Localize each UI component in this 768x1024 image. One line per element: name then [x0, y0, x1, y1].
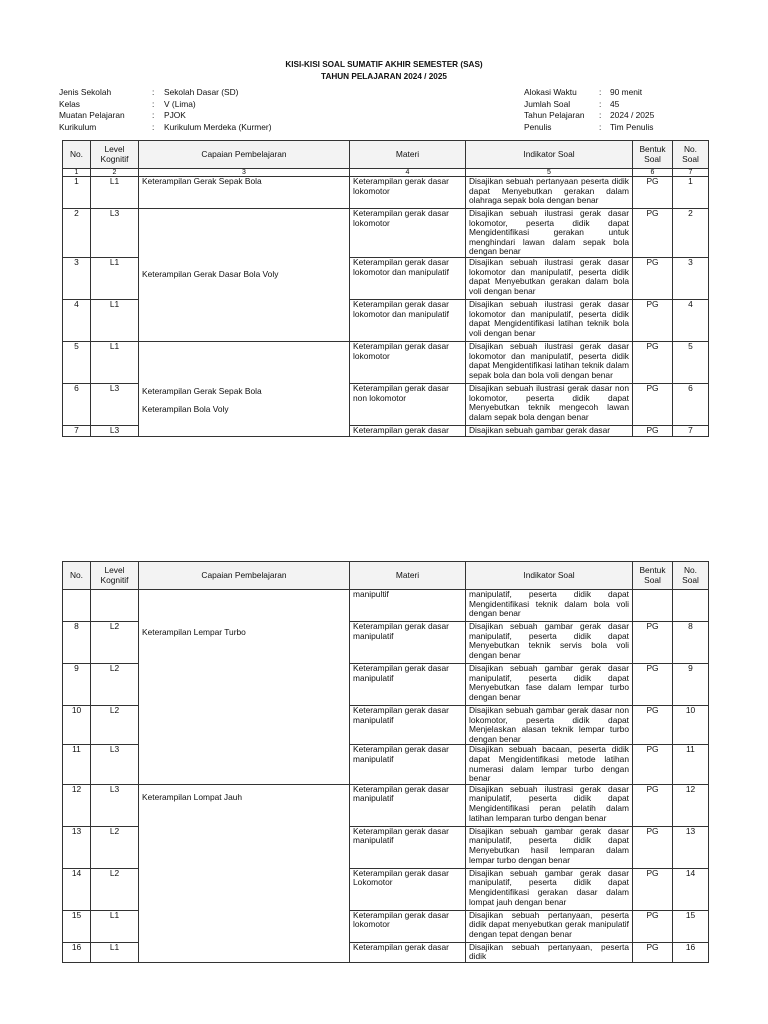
column-number: 3 [139, 169, 350, 177]
header-level-line1: Level [104, 143, 125, 154]
row-level: L2 [91, 826, 139, 868]
header-no: No. [63, 141, 91, 169]
row-bentuk: PG [633, 784, 673, 826]
info-value: Tim Penulis [610, 121, 654, 132]
header-nosoal-line2: Soal [682, 153, 699, 164]
row-level: L3 [91, 383, 139, 425]
row-bentuk: PG [633, 209, 673, 258]
row-nosoal: 14 [673, 868, 709, 910]
row-indikator: Disajikan sebuah ilustrasi gerak dasar manipulatif, peserta didik dapat Mengidentifikasi peran pelatih dalam latihan lemparan turbo dengan benar [466, 784, 633, 826]
info-value: 45 [610, 98, 620, 109]
row-indikator: Disajikan sebuah ilustrasi gerak dasar lokomotor, peserta didik dapat Mengidentifikasi gerakan untuk menghindari lawan dalam sepak bola dengan benar [466, 209, 633, 258]
row-bentuk: PG [633, 299, 673, 341]
header-indikator: Indikator Soal [466, 141, 633, 169]
row-level [91, 590, 139, 622]
row-indikator: Disajikan sebuah ilustrasi gerak dasar lokomotor dan manipulatif, peserta didik dapat Mengidentifikasi latihan teknik bola voli dengan benar [466, 299, 633, 341]
info-separator: : [152, 98, 155, 109]
info-value: PJOK [164, 110, 186, 121]
row-indikator: Disajikan sebuah gambar gerak dasar manipulatif, peserta didik dapat Menyebutkan fase dalam lempar turbo dengan benar [466, 664, 633, 706]
header-bentuk-line2: Soal [644, 574, 661, 585]
row-bentuk: PG [633, 341, 673, 383]
info-separator: : [599, 98, 602, 109]
header-materi: Materi [350, 141, 466, 169]
header-nosoal-line1: No. [683, 143, 698, 154]
header-nosoal [673, 141, 709, 169]
header-bentuk [633, 562, 673, 590]
header-capaian: Capaian Pembelajaran [139, 562, 350, 590]
row-no: 2 [63, 209, 91, 258]
row-level: L3 [91, 784, 139, 826]
title-line-2: TAHUN PELAJARAN 2024 / 2025 [321, 72, 447, 81]
info-row [524, 87, 654, 99]
row-nosoal: 7 [673, 425, 709, 436]
info-label: Kurikulum [59, 121, 97, 132]
row-indikator: Disajikan sebuah gambar gerak dasar manipulatif, peserta didik dapat Menyebutkan teknik servis bola voli dengan benar [466, 622, 633, 664]
row-nosoal: 12 [673, 784, 709, 826]
row-level: L3 [91, 425, 139, 436]
info-label: Penulis [524, 121, 552, 132]
row-nosoal [673, 590, 709, 622]
row-materi: Keterampilan gerak dasar lokomotor [350, 341, 466, 383]
row-bentuk: PG [633, 664, 673, 706]
continued-row [63, 590, 709, 622]
row-level: L3 [91, 745, 139, 784]
row-nosoal: 15 [673, 910, 709, 942]
row-bentuk: PG [633, 622, 673, 664]
row-materi: Keterampilan gerak dasar manipulatif [350, 622, 466, 664]
row-level: L1 [91, 177, 139, 209]
info-separator: : [152, 121, 155, 132]
exam-info [524, 87, 654, 133]
info-row [59, 110, 272, 122]
row-nosoal: 6 [673, 383, 709, 425]
row-materi: Keterampilan gerak dasar [350, 942, 466, 962]
row-indikator: Disajikan sebuah ilustrasi gerak dasar non lokomotor, peserta didik dapat Menyebutkan teknik mengecoh lawan dalam sepak bola dengan benar [466, 383, 633, 425]
row-no: 8 [63, 622, 91, 664]
info-label: Jenis Sekolah [59, 87, 112, 97]
row-materi: Keterampilan gerak dasar manipulatif [350, 745, 466, 784]
table-header-row [63, 141, 709, 169]
title-line-1: KISI-KISI SOAL SUMATIF AKHIR SEMESTER (SAS) [285, 60, 483, 69]
row-nosoal: 16 [673, 942, 709, 962]
row-level: L3 [91, 209, 139, 258]
row-materi: Keterampilan gerak dasar lokomotor dan manipulatif [350, 299, 466, 341]
row-nosoal: 5 [673, 341, 709, 383]
row-bentuk: PG [633, 910, 673, 942]
capaian-cell: Keterampilan Gerak Dasar Bola Voly [139, 209, 350, 342]
school-info [59, 87, 272, 133]
column-number: 1 [63, 169, 91, 177]
row-indikator: Disajikan sebuah pertanyaan peserta didik dapat Menyebutkan gerakan dalam olahraga sepak bola dengan benar [466, 177, 633, 209]
row-materi: Keterampilan gerak dasar lokomotor [350, 209, 466, 258]
column-number: 6 [633, 169, 673, 177]
row-indikator: Disajikan sebuah pertanyaan, peserta didik dapat menyebutkan gerak manipulatif dengan tepat dengan benar [466, 910, 633, 942]
row-no: 9 [63, 664, 91, 706]
row-nosoal: 13 [673, 826, 709, 868]
row-nosoal: 10 [673, 706, 709, 745]
row-no: 6 [63, 383, 91, 425]
row-bentuk: PG [633, 257, 673, 299]
capaian-cell: Keterampilan Lempar Turbo [139, 590, 350, 785]
table-row [63, 784, 709, 826]
table-row [63, 177, 709, 209]
header-level-line2: Kognitif [100, 153, 129, 164]
header-level [91, 562, 139, 590]
header-bentuk-line2: Soal [644, 153, 661, 164]
info-value: V (Lima) [164, 98, 196, 109]
row-bentuk: PG [633, 942, 673, 962]
info-label: Muatan Pelajaran [59, 110, 125, 121]
info-row [59, 87, 272, 99]
header-capaian: Capaian Pembelajaran [139, 141, 350, 169]
row-indikator: Disajikan sebuah gambar gerak dasar [466, 425, 633, 436]
row-bentuk: PG [633, 425, 673, 436]
row-indikator: Disajikan sebuah pertanyaan, peserta didik [466, 942, 633, 962]
row-no: 14 [63, 868, 91, 910]
header-nosoal [673, 562, 709, 590]
row-materi: Keterampilan gerak dasar manipulatif [350, 784, 466, 826]
row-level: L2 [91, 706, 139, 745]
row-materi: Keterampilan gerak dasar lokomotor [350, 177, 466, 209]
row-level: L2 [91, 664, 139, 706]
info-label: Tahun Pelajaran [524, 110, 585, 121]
header-bentuk-line1: Bentuk [639, 564, 666, 575]
row-nosoal: 1 [673, 177, 709, 209]
row-no: 5 [63, 341, 91, 383]
info-label: Kelas [59, 98, 80, 109]
row-bentuk: PG [633, 177, 673, 209]
row-no: 3 [63, 257, 91, 299]
capaian-text: Keterampilan Bola Voly [142, 403, 229, 414]
row-no: 4 [63, 299, 91, 341]
row-no: 11 [63, 745, 91, 784]
row-nosoal: 2 [673, 209, 709, 258]
row-no: 10 [63, 706, 91, 745]
row-indikator: Disajikan sebuah bacaan, peserta didik dapat Mengidentifikasi metode latihan numerasi dalam lempar turbo dengan benar [466, 745, 633, 784]
row-bentuk: PG [633, 706, 673, 745]
info-separator: : [599, 121, 602, 132]
header-level [91, 141, 139, 169]
capaian-cell: Keterampilan Lompat Jauh [139, 784, 350, 962]
row-no: 12 [63, 784, 91, 826]
kisi-kisi-table-2 [62, 561, 709, 963]
info-value: Kurikulum Merdeka (Kurmer) [164, 121, 272, 132]
row-level: L2 [91, 868, 139, 910]
column-number-row [63, 169, 709, 177]
row-indikator: Disajikan sebuah ilustrasi gerak dasar lokomotor dan manipulatif, peserta didik dapat Menyebutkan gerakan dalam bola voli dengan benar [466, 257, 633, 299]
row-nosoal: 4 [673, 299, 709, 341]
info-row [524, 99, 654, 111]
header-level-line1: Level [104, 564, 125, 575]
row-no: 7 [63, 425, 91, 436]
row-bentuk: PG [633, 826, 673, 868]
row-indikator: Disajikan sebuah ilustrasi gerak dasar lokomotor dan manipulatif, peserta didik dapat Mengidentifikasi latihan teknik dalam sepak bola dan bola voli dengan benar [466, 341, 633, 383]
row-level: L1 [91, 910, 139, 942]
header-nosoal-line2: Soal [682, 574, 699, 585]
header-indikator: Indikator Soal [466, 562, 633, 590]
table-header-row [63, 562, 709, 590]
row-materi: Keterampilan gerak dasar Lokomotor [350, 868, 466, 910]
row-indikator: Disajikan sebuah gambar gerak dasar manipulatif, peserta didik dapat Mengidentifikasi gerakan dasar dalam lompat jauh dengan benar [466, 868, 633, 910]
row-no: 15 [63, 910, 91, 942]
row-nosoal: 8 [673, 622, 709, 664]
info-separator: : [599, 110, 602, 121]
info-separator: : [152, 110, 155, 121]
row-no: 13 [63, 826, 91, 868]
row-materi: manipultif [350, 590, 466, 622]
row-nosoal: 11 [673, 745, 709, 784]
column-number: 5 [466, 169, 633, 177]
info-value: Sekolah Dasar (SD) [164, 87, 239, 97]
info-row [59, 99, 272, 111]
document-title [0, 59, 768, 83]
row-materi: Keterampilan gerak dasar [350, 425, 466, 436]
capaian-cell: Keterampilan Gerak Sepak Bola [139, 177, 350, 209]
column-number: 2 [91, 169, 139, 177]
row-materi: Keterampilan gerak dasar non lokomotor [350, 383, 466, 425]
column-number: 7 [673, 169, 709, 177]
row-level: L1 [91, 942, 139, 962]
row-materi: Keterampilan gerak dasar lokomotor [350, 910, 466, 942]
row-bentuk: PG [633, 745, 673, 784]
header-bentuk [633, 141, 673, 169]
capaian-text: Keterampilan Gerak Sepak Bola [142, 386, 262, 397]
capaian-cell-combined [139, 341, 350, 436]
info-label: Alokasi Waktu [524, 87, 577, 97]
header-no: No. [63, 562, 91, 590]
row-nosoal: 9 [673, 664, 709, 706]
info-row [524, 110, 654, 122]
row-no: 1 [63, 177, 91, 209]
row-materi: Keterampilan gerak dasar manipulatif [350, 664, 466, 706]
row-indikator: Disajikan sebuah gambar gerak dasar non lokomotor, peserta didik dapat Menjelaskan alasan teknik lempar turbo dengan benar [466, 706, 633, 745]
row-materi: Keterampilan gerak dasar manipulatif [350, 826, 466, 868]
info-separator: : [152, 87, 155, 97]
info-separator: : [599, 87, 602, 97]
row-no: 16 [63, 942, 91, 962]
row-bentuk: PG [633, 383, 673, 425]
table-row [63, 209, 709, 258]
kisi-kisi-table-1 [62, 140, 709, 437]
header-materi: Materi [350, 562, 466, 590]
row-level: L1 [91, 341, 139, 383]
row-materi: Keterampilan gerak dasar lokomotor dan manipulatif [350, 257, 466, 299]
row-level: L2 [91, 622, 139, 664]
info-label: Jumlah Soal [524, 98, 571, 109]
row-nosoal: 3 [673, 257, 709, 299]
row-bentuk [633, 590, 673, 622]
row-no [63, 590, 91, 622]
row-level: L1 [91, 299, 139, 341]
row-materi: Keterampilan gerak dasar manipulatif [350, 706, 466, 745]
info-value: 2024 / 2025 [610, 110, 655, 121]
row-level: L1 [91, 257, 139, 299]
row-bentuk: PG [633, 868, 673, 910]
column-number: 4 [350, 169, 466, 177]
row-indikator: manipulatif, peserta didik dapat Mengidentifikasi teknik dalam bola voli dengan benar [466, 590, 633, 622]
row-indikator: Disajikan sebuah gambar gerak dasar manipulatif, peserta didik dapat Menyebutkan hasil lemparan dalam lempar turbo dengan benar [466, 826, 633, 868]
info-row [59, 122, 272, 134]
info-row [524, 122, 654, 134]
info-value: 90 menit [610, 87, 643, 97]
header-level-line2: Kognitif [100, 574, 129, 585]
header-bentuk-line1: Bentuk [639, 143, 666, 154]
table-row [63, 341, 709, 383]
header-nosoal-line1: No. [683, 564, 698, 575]
